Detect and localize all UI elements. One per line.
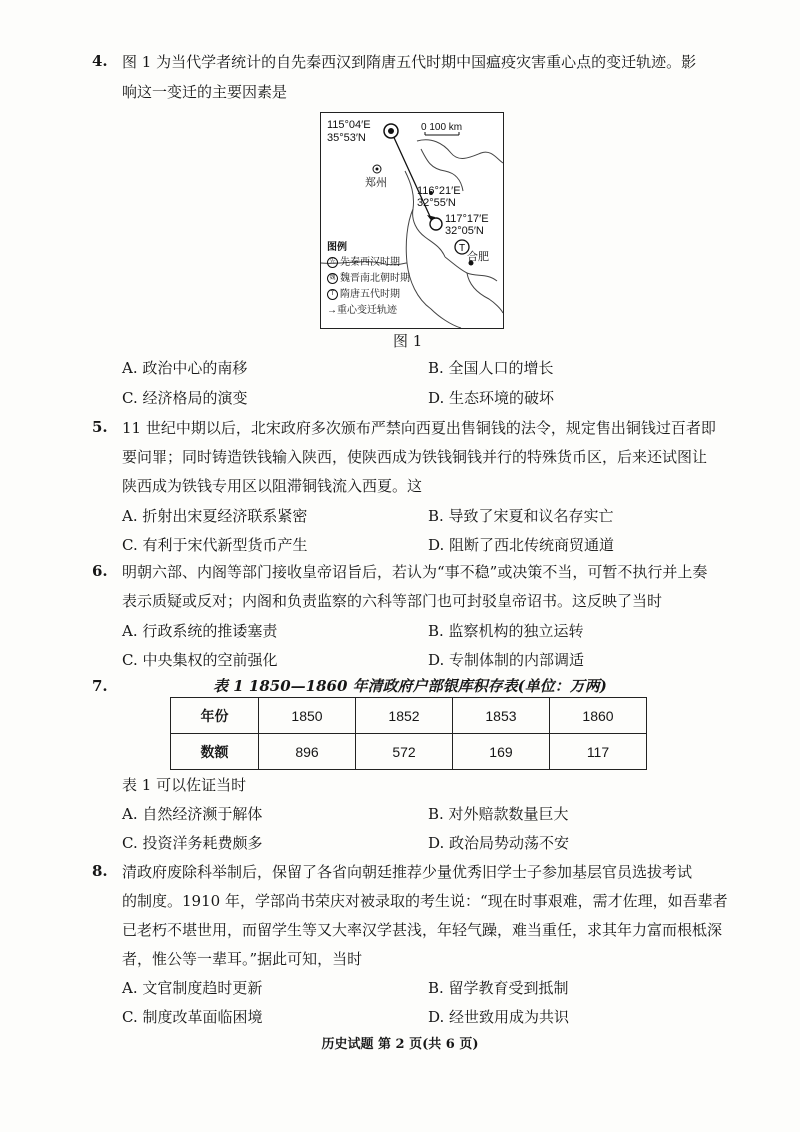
- table-cell: 1853: [452, 698, 549, 734]
- q8-stem-line4: 者，惟公等一辈耳。”据此可知，当时: [122, 950, 363, 968]
- table-title: 表 1 1850—1860 年清政府户部银库积存表(单位：万两): [213, 677, 607, 695]
- q6-stem-line2: 表示质疑或反对；内阁和负责监察的六科等部门也可封驳皇帝诏书。这反映了当时: [122, 592, 663, 610]
- figure-caption: 图 1: [393, 332, 423, 350]
- q5-option-a[interactable]: A. 折射出宋夏经济联系紧密: [122, 507, 308, 525]
- legend-label: 先秦西汉时期: [340, 257, 400, 268]
- page-footer: 历史试题 第 2 页(共 6 页): [321, 1037, 479, 1052]
- q7-option-a[interactable]: A. 自然经济濒于解体: [122, 805, 263, 823]
- q4-number: 4.: [92, 52, 108, 70]
- table-cell: 1860: [549, 698, 646, 734]
- boundary-line: [467, 273, 503, 313]
- q5-stem-line2: 要问罪；同时铸造铁钱输入陕西，使陕西成为铁钱铜钱并行的特殊货币区，后来还试图让: [122, 448, 708, 466]
- table-cell: 1850: [259, 698, 356, 734]
- table-row: [171, 698, 647, 734]
- boundary-line: [417, 140, 503, 163]
- coord-qinhan-lat: 35°53′N: [327, 132, 366, 144]
- silver-reserve-table: [170, 697, 647, 770]
- q8-option-d[interactable]: D. 经世致用成为共识: [428, 1008, 570, 1026]
- q8-stem-line3: 已老朽不堪世用，而留学生等又大率汉学甚浅，年轻气躁，难当重任，求其年力富而根柢深: [122, 921, 723, 939]
- legend-item: [327, 272, 410, 285]
- zhengzhou-dot: [376, 168, 379, 171]
- q7-stem: 表 1 可以佐证当时: [122, 776, 247, 794]
- table-header-cell: 数额: [171, 734, 259, 770]
- q7-option-c[interactable]: C. 投资洋务耗费颇多: [122, 834, 263, 852]
- legend-arrow-icon: →: [327, 305, 337, 316]
- coord-weijin-lon: 116°21′E: [417, 185, 461, 197]
- map-legend-title: 图例: [327, 242, 347, 253]
- plague-center-map: [320, 112, 504, 329]
- q6-option-a[interactable]: A. 行政系统的推诿塞责: [122, 622, 278, 640]
- table-cell: 1852: [356, 698, 453, 734]
- map-scale-label: 0 100 km: [421, 122, 463, 133]
- q8-option-c[interactable]: C. 制度改革面临困境: [122, 1008, 263, 1026]
- q4-stem-line2: 响这一变迁的主要因素是: [122, 83, 288, 101]
- q7-option-b[interactable]: B. 对外赔款数量巨大: [428, 805, 569, 823]
- table-cell: 117: [549, 734, 646, 770]
- legend-item: [327, 304, 397, 317]
- city-zhengzhou-label: 郑州: [365, 177, 387, 189]
- tang-marker-glyph: T: [458, 243, 466, 254]
- legend-icon: T: [327, 289, 338, 300]
- q6-stem-line1: 明朝六部、内阁等部门接收皇帝诏旨后，若认为“事不稳”或决策不当，可暂不执行并上奏: [122, 563, 708, 581]
- q5-number: 5.: [92, 418, 108, 436]
- q4-option-a[interactable]: A. 政治中心的南移: [122, 359, 248, 377]
- q5-stem-line1: 11 世纪中期以后，北宋政府多次颁布严禁向西夏出售铜钱的法令，规定售出铜钱过百者即: [122, 419, 716, 437]
- table-cell: 896: [259, 734, 356, 770]
- q6-option-c[interactable]: C. 中央集权的空前强化: [122, 651, 278, 669]
- q5-option-b[interactable]: B. 导致了宋夏和议名存实亡: [428, 507, 614, 525]
- legend-label: 魏晋南北朝时期: [340, 273, 410, 284]
- q6-number: 6.: [92, 562, 108, 580]
- q6-option-b[interactable]: B. 监察机构的独立运转: [428, 622, 584, 640]
- legend-label: 重心变迁轨迹: [337, 305, 397, 316]
- qinhan-center-dot: [388, 128, 394, 134]
- trajectory-line: [391, 131, 433, 223]
- legend-label: 隋唐五代时期: [340, 289, 400, 300]
- table-cell: 572: [356, 734, 453, 770]
- q8-stem-line1: 清政府废除科举制后，保留了各省向朝廷推荐少量优秀旧学士子参加基层官员选拔考试: [122, 863, 693, 881]
- q4-stem-line1: 图 1 为当代学者统计的自先秦西汉到隋唐五代时期中国瘟疫灾害重心点的变迁轨迹。影: [122, 53, 697, 71]
- q4-option-d[interactable]: D. 生态环境的破坏: [428, 389, 555, 407]
- table-row: [171, 734, 647, 770]
- suitang-center-marker: [430, 218, 442, 230]
- table-cell: 169: [452, 734, 549, 770]
- q4-option-c[interactable]: C. 经济格局的演变: [122, 389, 248, 407]
- q8-option-a[interactable]: A. 文官制度趋时更新: [122, 979, 263, 997]
- legend-icon: 魏: [327, 273, 338, 284]
- q5-stem-line3: 陕西成为铁钱专用区以阻滞铜钱流入西夏。这: [122, 477, 423, 495]
- table-header-cell: 年份: [171, 698, 259, 734]
- coord-qinhan-lon: 115°04′E: [327, 119, 371, 131]
- city-hefei-label: 合肥: [467, 251, 489, 263]
- q5-option-c[interactable]: C. 有利于宋代新型货币产生: [122, 536, 308, 554]
- q7-number: 7.: [92, 677, 108, 695]
- coord-suitang-lon: 117°17′E: [445, 213, 489, 225]
- coord-suitang-lat: 32°05′N: [445, 225, 484, 237]
- q6-option-d[interactable]: D. 专制体制的内部调适: [428, 651, 585, 669]
- q5-option-d[interactable]: D. 阻断了西北传统商贸通道: [428, 536, 615, 554]
- legend-item: [327, 288, 400, 301]
- q8-stem-line2: 的制度。1910 年，学部尚书荣庆对被录取的考生说：“现在时事艰难，需才佐理，如吾辈者: [122, 892, 728, 910]
- q4-option-b[interactable]: B. 全国人口的增长: [428, 359, 554, 377]
- legend-icon: 先: [327, 257, 338, 268]
- legend-item: [327, 256, 400, 269]
- coord-weijin-lat: 32°55′N: [417, 197, 456, 209]
- q8-number: 8.: [92, 862, 108, 880]
- q7-option-d[interactable]: D. 政治局势动荡不安: [428, 834, 570, 852]
- q8-option-b[interactable]: B. 留学教育受到抵制: [428, 979, 569, 997]
